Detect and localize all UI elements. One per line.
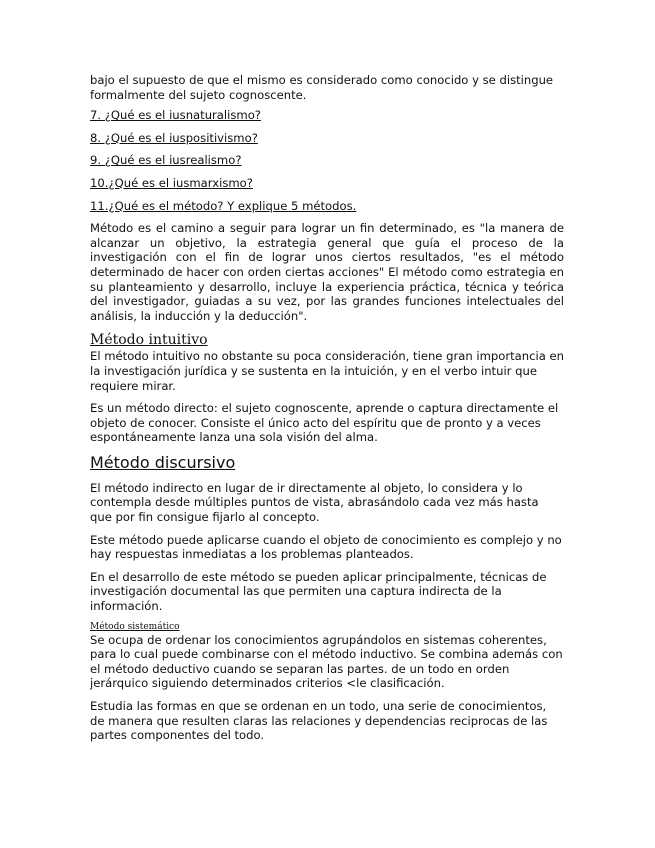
intuitivo-paragraph-2: Es un método directo: el sujeto cognoscente, aprende o captura directamente el objeto de conocer. Consiste el único acto del espíritu que de pronto y a veces espontáneamente lanza una sola visión del alma. [90, 401, 559, 445]
heading-metodo-intuitivo: Método intuitivo [90, 332, 208, 349]
question-9: 9. ¿Qué es el iusrealismo? [90, 153, 242, 168]
question-11: 11.¿Qué es el método? Y explique 5 métodos. [90, 198, 357, 213]
metodo-definition: Método es el camino a seguir para lograr un fin determinado, es "la manera de alcanzar un objetivo, la estrategia general que guía el proceso de la investigación con el fin de lograr unos ciertos resultados, "es el método determinado de hacer con orden ciertas acciones" El método como estrategia en su planteamiento y desarrollo, incluye la experiencia práctica, técnica y teórica del investigador, guiadas a su vez, por las grandes funciones intelectuales del análisis, la inducción y la deducción". [90, 221, 564, 323]
question-7: 7. ¿Qué es el iusnaturalismo? [90, 108, 261, 123]
discursivo-paragraph-2: Este método puede aplicarse cuando el objeto de conocimiento es complejo y no hay respuestas inmediatas a los problemas planteados. [90, 532, 562, 562]
sistematico-paragraph-1: Se ocupa de ordenar los conocimientos agrupándolos en sistemas coherentes, para lo cual puede combinarse con el método inductivo. Se combina además con el método deductivo cuando se separan las partes. de un todo en orden jerárquico siguiendo determinados criterios <le clasificación. [90, 632, 563, 691]
document-page [90, 73, 564, 743]
heading-metodo-sistematico: Método sistemático [90, 621, 180, 632]
intuitivo-paragraph-1: El método intuitivo no obstante su poca consideración, tiene gran importancia en la investigación jurídica y se sustenta en la intuición, y en el verbo intuir que requiere mirar. [90, 349, 564, 393]
intro-paragraph: bajo el supuesto de que el mismo es considerado como conocido y se distingue formalmente del sujeto cognoscente. [90, 73, 554, 102]
heading-metodo-discursivo: Método discursivo [90, 452, 236, 472]
sistematico-paragraph-2: Estudia las formas en que se ordenan en un todo, una serie de conocimientos, de manera que resulten claras las relaciones y dependencias reciprocas de las partes componentes del todo. [90, 699, 548, 743]
discursivo-paragraph-3: En el desarrollo de este método se pueden aplicar principalmente, técnicas de investigación documental las que permiten una captura indirecta de la información. [90, 569, 547, 614]
question-10: 10.¿Qué es el iusmarxismo? [90, 175, 253, 190]
question-8: 8. ¿Qué es el iuspositivismo? [90, 130, 258, 145]
discursivo-paragraph-1: El método indirecto en lugar de ir directamente al objeto, lo considera y lo contempla desde múltiples puntos de vista, abrasándolo cada vez más hasta que por fin consigue fijarlo al concepto. [90, 480, 539, 525]
